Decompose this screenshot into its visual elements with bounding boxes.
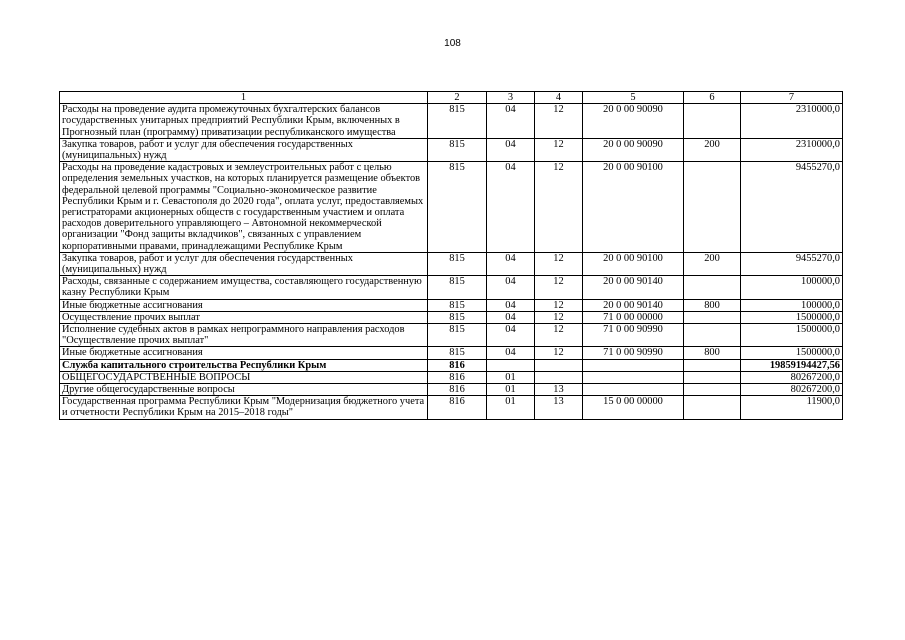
cell-section: 04 (487, 347, 535, 359)
cell-gov-code: 815 (428, 347, 487, 359)
cell-amount: 1500000,0 (741, 311, 843, 323)
header-col-4: 4 (535, 92, 583, 104)
cell-expense-type: 800 (684, 299, 741, 311)
cell-expense-type (684, 359, 741, 371)
table-row (60, 324, 843, 347)
cell-name: Другие общегосударственные вопросы (60, 384, 428, 396)
cell-amount: 1500000,0 (741, 347, 843, 359)
cell-section (487, 359, 535, 371)
cell-subsection: 12 (535, 162, 583, 253)
cell-section: 04 (487, 104, 535, 139)
table-row (60, 359, 843, 371)
cell-target-article: 71 0 00 00000 (583, 311, 684, 323)
cell-gov-code: 815 (428, 324, 487, 347)
budget-table (59, 91, 843, 420)
cell-amount: 19859194427,56 (741, 359, 843, 371)
cell-name: Исполнение судебных актов в рамках непрограммного направления расходов "Осуществление прочих выплат" (60, 324, 428, 347)
cell-gov-code: 815 (428, 252, 487, 275)
cell-name: ОБЩЕГОСУДАРСТВЕННЫЕ ВОПРОСЫ (60, 371, 428, 383)
cell-amount: 1500000,0 (741, 324, 843, 347)
cell-gov-code: 816 (428, 371, 487, 383)
cell-gov-code: 815 (428, 138, 487, 161)
cell-expense-type: 200 (684, 138, 741, 161)
header-col-6: 6 (684, 92, 741, 104)
table-row (60, 276, 843, 299)
cell-gov-code: 815 (428, 162, 487, 253)
cell-target-article (583, 371, 684, 383)
cell-gov-code: 815 (428, 311, 487, 323)
cell-amount: 9455270,0 (741, 252, 843, 275)
cell-name: Государственная программа Республики Крым "Модернизация бюджетного учета и отчетности Республики Крым на 2015–2018 годы" (60, 396, 428, 419)
cell-target-article: 20 0 00 90100 (583, 252, 684, 275)
cell-subsection: 13 (535, 396, 583, 419)
cell-name: Расходы, связанные с содержанием имущества, составляющего государственную казну Республики Крым (60, 276, 428, 299)
cell-expense-type (684, 276, 741, 299)
cell-target-article (583, 359, 684, 371)
cell-name: Расходы на проведение кадастровых и землеустроительных работ с целью определения земельных участков, на которых планируется размещение объектов федеральной целевой программы "Социально-экономическое развитие Республики Крым и г. Севастополя до 2020 года", оплата услуг, предоставляемых регистраторами акционерных обществ с государственным участием и оплата расходов доверительного управляющего – Автономной некоммерческой организации "Фонд защиты вкладчиков", связанных с управлением корпоративными правами, принадлежащими Республике Крым (60, 162, 428, 253)
cell-amount: 100000,0 (741, 299, 843, 311)
cell-amount: 100000,0 (741, 276, 843, 299)
cell-target-article: 15 0 00 00000 (583, 396, 684, 419)
cell-section: 04 (487, 299, 535, 311)
cell-section: 01 (487, 371, 535, 383)
cell-subsection: 13 (535, 384, 583, 396)
cell-subsection: 12 (535, 276, 583, 299)
header-row (60, 92, 843, 104)
cell-target-article: 20 0 00 90140 (583, 299, 684, 311)
cell-amount: 2310000,0 (741, 138, 843, 161)
cell-amount: 2310000,0 (741, 104, 843, 139)
cell-gov-code: 816 (428, 396, 487, 419)
cell-subsection (535, 359, 583, 371)
cell-amount: 9455270,0 (741, 162, 843, 253)
cell-target-article: 20 0 00 90140 (583, 276, 684, 299)
cell-expense-type (684, 104, 741, 139)
cell-target-article (583, 384, 684, 396)
cell-name: Закупка товаров, работ и услуг для обеспечения государственных (муниципальных) нужд (60, 138, 428, 161)
table-row (60, 162, 843, 253)
header-col-1: 1 (60, 92, 428, 104)
cell-gov-code: 816 (428, 359, 487, 371)
cell-expense-type (684, 311, 741, 323)
table-row (60, 384, 843, 396)
cell-name: Служба капитального строительства Республики Крым (60, 359, 428, 371)
cell-expense-type: 800 (684, 347, 741, 359)
cell-gov-code: 815 (428, 299, 487, 311)
cell-expense-type (684, 384, 741, 396)
table-row (60, 311, 843, 323)
cell-name: Осуществление прочих выплат (60, 311, 428, 323)
cell-name: Иные бюджетные ассигнования (60, 299, 428, 311)
cell-section: 04 (487, 252, 535, 275)
cell-section: 04 (487, 311, 535, 323)
table-body (60, 104, 843, 419)
page-number: 108 (444, 38, 461, 49)
cell-expense-type (684, 396, 741, 419)
cell-subsection (535, 371, 583, 383)
cell-subsection: 12 (535, 311, 583, 323)
cell-subsection: 12 (535, 252, 583, 275)
header-col-2: 2 (428, 92, 487, 104)
cell-expense-type: 200 (684, 252, 741, 275)
cell-section: 04 (487, 324, 535, 347)
table-row (60, 299, 843, 311)
header-col-5: 5 (583, 92, 684, 104)
cell-section: 04 (487, 276, 535, 299)
cell-gov-code: 815 (428, 104, 487, 139)
cell-amount: 80267200,0 (741, 371, 843, 383)
cell-name: Иные бюджетные ассигнования (60, 347, 428, 359)
cell-section: 01 (487, 384, 535, 396)
cell-gov-code: 816 (428, 384, 487, 396)
cell-gov-code: 815 (428, 276, 487, 299)
cell-expense-type (684, 162, 741, 253)
cell-subsection: 12 (535, 138, 583, 161)
cell-name: Расходы на проведение аудита промежуточных бухгалтерских балансов государственных унитарных предприятий Республики Крым, включенных в Прогнозный план (программу) приватизации республиканского имущества (60, 104, 428, 139)
cell-amount: 11900,0 (741, 396, 843, 419)
cell-name: Закупка товаров, работ и услуг для обеспечения государственных (муниципальных) нужд (60, 252, 428, 275)
header-col-3: 3 (487, 92, 535, 104)
cell-subsection: 12 (535, 299, 583, 311)
table-row (60, 371, 843, 383)
cell-target-article: 71 0 00 90990 (583, 324, 684, 347)
cell-target-article: 20 0 00 90090 (583, 138, 684, 161)
cell-expense-type (684, 371, 741, 383)
cell-subsection: 12 (535, 104, 583, 139)
cell-subsection: 12 (535, 324, 583, 347)
cell-section: 04 (487, 138, 535, 161)
table-row (60, 252, 843, 275)
cell-expense-type (684, 324, 741, 347)
table-row (60, 396, 843, 419)
cell-target-article: 20 0 00 90100 (583, 162, 684, 253)
cell-subsection: 12 (535, 347, 583, 359)
cell-amount: 80267200,0 (741, 384, 843, 396)
table-row (60, 347, 843, 359)
cell-target-article: 20 0 00 90090 (583, 104, 684, 139)
header-col-7: 7 (741, 92, 843, 104)
cell-section: 04 (487, 162, 535, 253)
cell-target-article: 71 0 00 90990 (583, 347, 684, 359)
cell-section: 01 (487, 396, 535, 419)
table-row (60, 104, 843, 139)
table-row (60, 138, 843, 161)
